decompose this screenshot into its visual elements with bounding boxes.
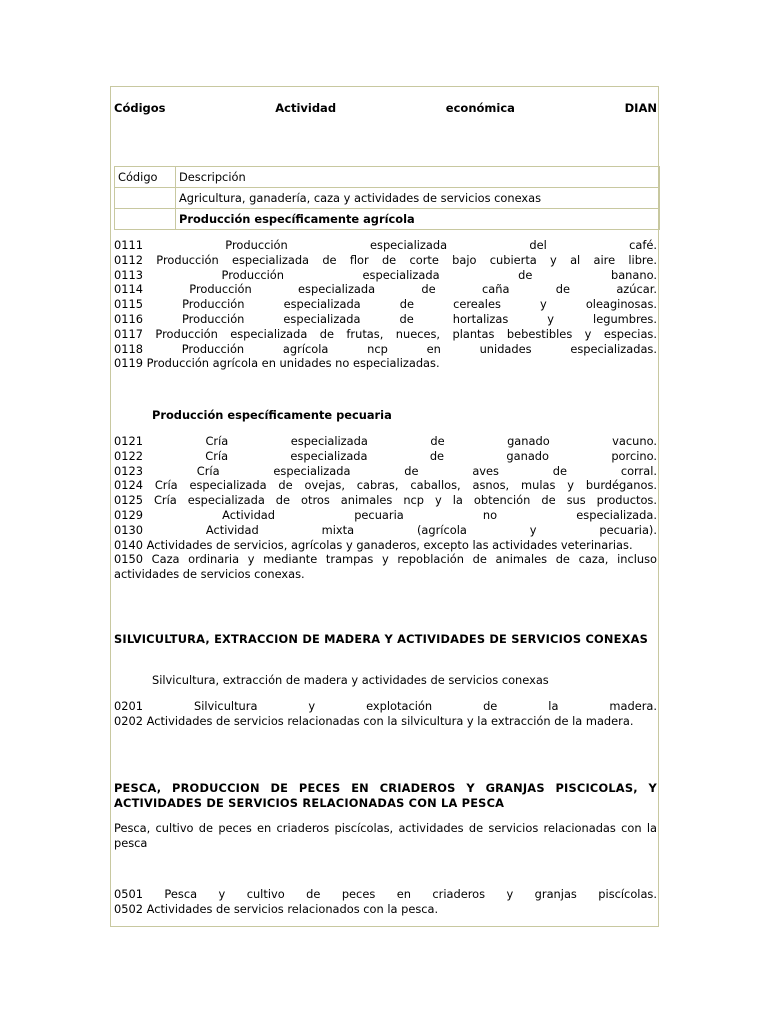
page-title bbox=[114, 101, 657, 116]
list-item: 0111 Producción especializada del café. bbox=[114, 238, 657, 252]
header-code: Código bbox=[115, 167, 176, 188]
row-description: Agricultura, ganadería, caza y actividades de servicios conexas bbox=[176, 188, 660, 209]
pecuaria-list bbox=[114, 434, 657, 582]
list-item: 0502 Actividades de servicios relacionados con la pesca. bbox=[114, 901, 439, 916]
list-item: 0121 Cría especializada de ganado vacuno. bbox=[114, 434, 657, 448]
agricola-list bbox=[114, 238, 657, 371]
title-word-1: Códigos bbox=[114, 101, 166, 115]
list-item: 0130 Actividad mixta (agrícola y pecuaria). bbox=[114, 522, 657, 537]
pesca-heading-text: PESCA, PRODUCCION DE PECES EN CRIADEROS Y GRANJAS PISCICOLAS, Y ACTIVIDADES DE SERVICIOS RELACIONADAS CON LA PESCA bbox=[114, 781, 657, 810]
pesca-subheading-text: Pesca, cultivo de peces en criaderos piscícolas, actividades de servicios relacionadas con la pesca bbox=[114, 821, 657, 850]
silvicultura-subheading: Silvicultura, extracción de madera y actividades de servicios conexas bbox=[152, 673, 549, 687]
list-item: 0118 Producción agrícola ncp en unidades especializadas. bbox=[114, 341, 657, 356]
table-row bbox=[115, 209, 660, 230]
list-item: 0112 Producción especializada de flor de corte bajo cubierta y al aire libre. bbox=[114, 252, 657, 267]
silvicultura-heading-text: SILVICULTURA, EXTRACCION DE MADERA Y ACTIVIDADES DE SERVICIOS CONEXAS bbox=[114, 632, 649, 646]
silvicultura-heading bbox=[114, 632, 657, 647]
list-item: 0202 Actividades de servicios relacionadas con la silvicultura y la extracción de la madera. bbox=[114, 713, 634, 728]
list-item: 0201 Silvicultura y explotación de la madera. bbox=[114, 699, 657, 713]
header-description: Descripción bbox=[176, 167, 660, 188]
list-item: 0129 Actividad pecuaria no especializada. bbox=[114, 507, 657, 522]
title-word-3: económica bbox=[445, 101, 515, 115]
list-item: 0114 Producción especializada de caña de azúcar. bbox=[114, 282, 657, 297]
row-code bbox=[115, 209, 176, 230]
title-word-4: DIAN bbox=[624, 101, 657, 115]
list-item: 0116 Producción especializada de hortalizas y legumbres. bbox=[114, 311, 657, 326]
row-description: Producción específicamente agrícola bbox=[176, 209, 660, 230]
list-item: 0501 Pesca y cultivo de peces en criaderos y granjas piscícolas. bbox=[114, 887, 657, 901]
codes-table bbox=[114, 166, 660, 230]
title-word-2: Actividad bbox=[275, 101, 337, 115]
silvicultura-list bbox=[114, 699, 657, 729]
pecuaria-heading: Producción específicamente pecuaria bbox=[152, 408, 392, 422]
list-item: 0115 Producción especializada de cereales y oleaginosas. bbox=[114, 297, 657, 312]
table-row bbox=[115, 188, 660, 209]
list-item: 0119 Producción agrícola en unidades no especializadas. bbox=[114, 356, 440, 371]
list-item: 0122 Cría especializada de ganado porcino. bbox=[114, 448, 657, 463]
list-item: 0117 Producción especializada de frutas, nueces, plantas bebestibles y especias. bbox=[114, 326, 657, 341]
list-item: 0123 Cría especializada de aves de corral. bbox=[114, 463, 657, 478]
list-item: 0125 Cría especializada de otros animales ncp y la obtención de sus productos. bbox=[114, 493, 657, 508]
pesca-heading bbox=[114, 781, 657, 811]
list-item: 0140 Actividades de servicios, agrícolas y ganaderos, excepto las actividades veterinarias. bbox=[114, 537, 633, 552]
pesca-subheading bbox=[114, 821, 657, 851]
pesca-list bbox=[114, 887, 657, 917]
row-code bbox=[115, 188, 176, 209]
list-item: 0150 Caza ordinaria y mediante trampas y repoblación de animales de caza, incluso actividades de servicios conexas. bbox=[114, 552, 657, 582]
table-header-row bbox=[115, 167, 660, 188]
document-frame bbox=[110, 86, 659, 927]
list-item: 0124 Cría especializada de ovejas, cabras, caballos, asnos, mulas y burdéganos. bbox=[114, 478, 657, 493]
list-item: 0113 Producción especializada de banano. bbox=[114, 267, 657, 282]
